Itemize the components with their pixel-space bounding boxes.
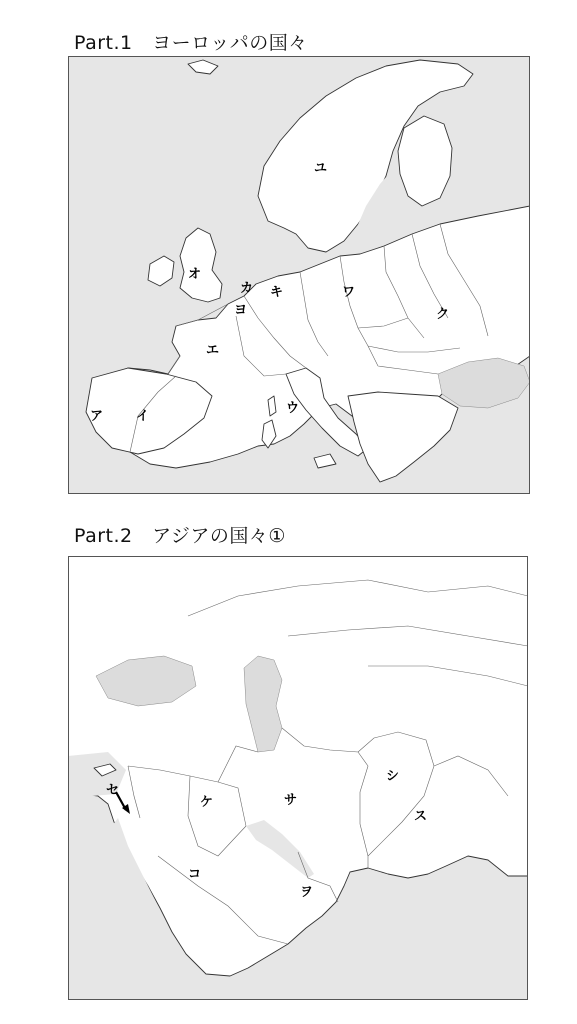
asia-map xyxy=(68,556,528,1000)
label-ku: ク xyxy=(436,307,450,322)
label-yo: ヨ xyxy=(234,303,248,318)
label-ki: キ xyxy=(270,285,284,300)
label-sa: サ xyxy=(284,793,298,808)
label-wa: ワ xyxy=(342,285,356,300)
europe-map xyxy=(68,56,530,494)
label-su: ス xyxy=(414,809,428,824)
label-yu: ユ xyxy=(314,161,328,176)
label-wo: ヲ xyxy=(300,885,314,900)
label-se: セ xyxy=(106,783,120,798)
label-i: イ xyxy=(136,409,150,424)
part2-title: Part.2 アジアの国々① xyxy=(74,525,286,547)
label-a: ア xyxy=(90,409,104,424)
label-ka: カ xyxy=(240,281,254,296)
corsica xyxy=(268,396,276,416)
label-u: ウ xyxy=(286,401,300,416)
label-e: エ xyxy=(206,343,220,358)
part1-title: Part.1 ヨーロッパの国々 xyxy=(74,32,308,54)
label-ko: コ xyxy=(188,867,202,882)
label-o: オ xyxy=(188,267,202,282)
label-ke: ケ xyxy=(200,795,214,810)
label-shi: シ xyxy=(386,769,400,784)
